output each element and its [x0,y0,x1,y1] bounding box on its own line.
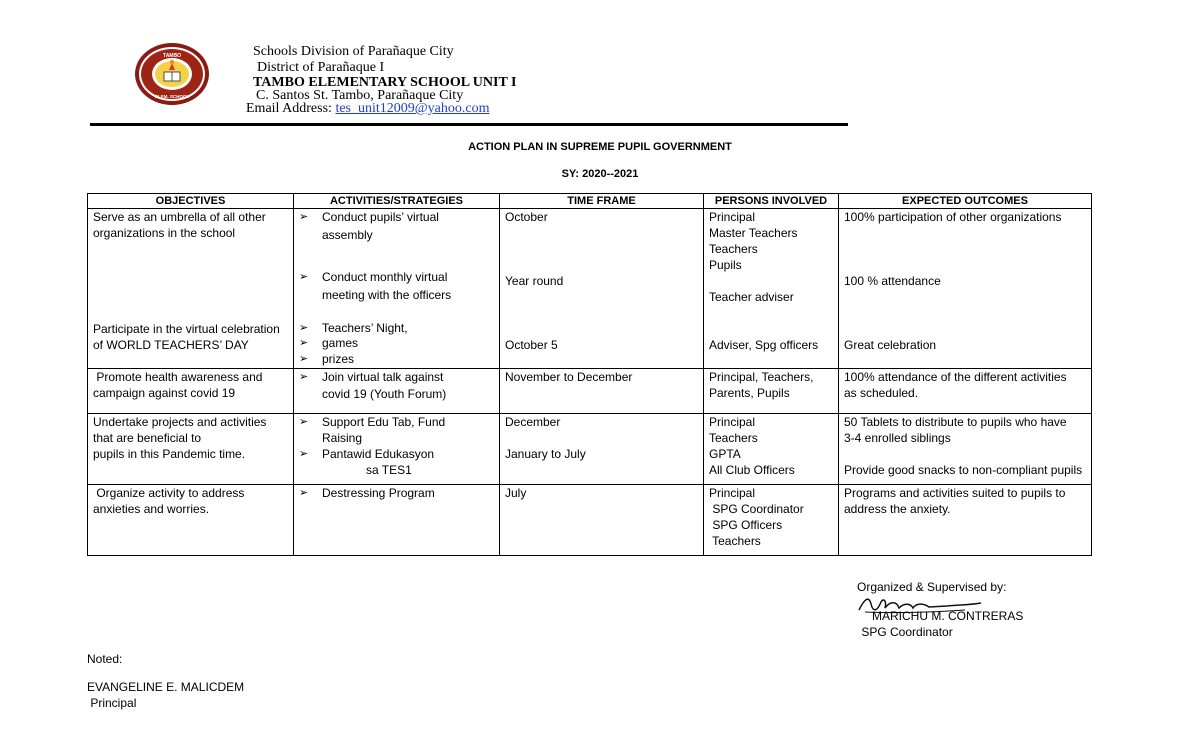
outcomes-cell [839,369,1092,414]
cell-text: GPTA [709,447,741,461]
cell-text: Participate in the virtual celebration [93,322,280,336]
bullet-text: Conduct monthly virtual [322,270,448,284]
cell-text: pupils in this Pandemic time. [93,447,246,461]
cell-text: Teachers [709,534,761,548]
objectives-cell [88,485,294,556]
cell-text: SPG Officers [709,518,783,532]
email-line [246,101,489,117]
arrow-bullet-icon: ➢ [299,487,309,499]
cell-text: of WORLD TEACHERS’ DAY [93,338,249,352]
activities-cell [294,414,500,485]
cell-text: Promote health awareness and [93,370,263,384]
bullet-text: Raising [322,431,363,445]
cell-text: November to December [505,370,633,384]
header-divider [90,123,848,126]
school-seal-logo [134,42,210,106]
activities-cell [294,209,500,369]
cell-text: that are beneficial to [93,431,202,445]
bullet-text: meeting with the officers [322,288,452,302]
svg-text:TAMBO: TAMBO [163,53,181,59]
cell-text: Programs and activities suited to pupils to [844,486,1066,500]
bullet-text: Support Edu Tab, Fund [322,415,446,429]
objectives-cell [88,209,294,369]
svg-text:ELEM. SCHOOL: ELEM. SCHOOL [154,94,190,99]
cell-text: address the anxiety. [844,502,951,516]
cell-text: July [505,486,527,500]
cell-text: 50 Tablets to distribute to pupils who have [844,415,1067,429]
cell-text: All Club Officers [709,463,795,477]
cell-text: 100 % attendance [844,274,941,288]
col-header-time-frame: TIME FRAME [500,194,704,209]
cell-text: January to July [505,447,586,461]
cell-text: October [505,210,548,224]
arrow-bullet-icon: ➢ [299,322,309,334]
school-address: C. Santos St. Tambo, Parañaque City [256,88,464,103]
outcomes-cell [839,414,1092,485]
noted-label: Noted: [87,652,123,666]
time-frame-cell [500,369,704,414]
bullet-text: Join virtual talk against [322,370,444,384]
district-name: District of Parañaque I [257,60,385,75]
cell-text: organizations in the school [93,226,236,240]
cell-text: anxieties and worries. [93,502,210,516]
cell-text: Parents, Pupils [709,386,790,400]
cell-text: Provide good snacks to non-compliant pupils [844,463,1083,477]
action-plan-table [87,193,1092,556]
table-row [88,414,1092,485]
table-row [88,485,1092,556]
cell-text: Great celebration [844,338,937,352]
cell-text: Master Teachers [709,226,798,240]
objectives-cell [88,414,294,485]
school-year: SY: 2020--2021 [561,168,639,180]
bullet-text: Pantawid Edukasyon [322,447,435,461]
cell-text: 100% participation of other organizations [844,210,1062,224]
time-frame-cell [500,485,704,556]
cell-text: campaign against covid 19 [93,386,236,400]
school-name: TAMBO ELEMENTARY SCHOOL UNIT I [253,75,517,90]
cell-text: Organize activity to address [93,486,245,500]
cell-text: Serve as an umbrella of all other [93,210,266,224]
cell-text: 3-4 enrolled siblings [844,431,951,445]
outcomes-cell [839,485,1092,556]
bullet-text: Teachers’ Night, [322,321,408,335]
coordinator-name: MARICHU M. CONTRERAS [872,609,1024,623]
col-header-outcomes: EXPECTED OUTCOMES [839,194,1092,209]
cell-text: 100% attendance of the different activities [844,370,1067,384]
bullet-text: prizes [322,352,355,366]
principal-title: Principal [87,696,137,710]
persons-cell [704,485,839,556]
bullet-text: Destressing Program [322,486,435,500]
cell-text: Principal [709,210,756,224]
bullet-text: covid 19 (Youth Forum) [322,387,447,401]
activities-cell [294,369,500,414]
cell-text: Principal [709,486,756,500]
persons-cell [704,369,839,414]
cell-text: Adviser, Spg officers [709,338,819,352]
cell-text: as scheduled. [844,386,919,400]
col-header-persons: PERSONS INVOLVED [704,194,839,209]
arrow-bullet-icon: ➢ [299,337,309,349]
cell-text: Teachers [709,431,758,445]
outcomes-cell [839,209,1092,369]
cell-text: Principal [709,415,756,429]
cell-text: Year round [505,274,564,288]
time-frame-cell [500,209,704,369]
table-row [88,369,1092,414]
bullet-text: Conduct pupils’ virtual [322,210,439,224]
arrow-bullet-icon: ➢ [299,271,309,283]
cell-text: Undertake projects and activities [93,415,267,429]
coordinator-title: SPG Coordinator [858,625,953,639]
arrow-bullet-icon: ➢ [299,416,309,428]
cell-text: December [505,415,561,429]
col-header-activities: ACTIVITIES/STRATEGIES [294,194,500,209]
table-row [88,209,1092,369]
principal-name: EVANGELINE E. MALICDEM [87,680,245,694]
bullet-text: assembly [322,228,373,242]
persons-cell [704,414,839,485]
email-label: Email Address: [246,101,332,116]
division-name: Schools Division of Parañaque City [253,44,454,59]
bullet-text: games [322,336,359,350]
cell-text: Teacher adviser [709,290,794,304]
document-title: ACTION PLAN IN SUPREME PUPIL GOVERNMENT [468,141,732,153]
arrow-bullet-icon: ➢ [299,353,309,365]
arrow-bullet-icon: ➢ [299,211,309,223]
cell-text: Teachers [709,242,758,256]
table-header-row [88,194,1092,209]
objectives-cell [88,369,294,414]
arrow-bullet-icon: ➢ [299,448,309,460]
organized-by-label: Organized & Supervised by: [857,580,1007,594]
persons-cell [704,209,839,369]
time-frame-cell [500,414,704,485]
email-link[interactable]: tes_unit12009@yahoo.com [335,101,490,116]
cell-text: Principal, Teachers, [709,370,814,384]
activities-cell [294,485,500,556]
cell-text: Pupils [709,258,742,272]
bullet-text: sa TES1 [366,463,412,477]
col-header-objectives: OBJECTIVES [88,194,294,209]
cell-text: SPG Coordinator [709,502,804,516]
arrow-bullet-icon: ➢ [299,371,309,383]
cell-text: October 5 [505,338,558,352]
